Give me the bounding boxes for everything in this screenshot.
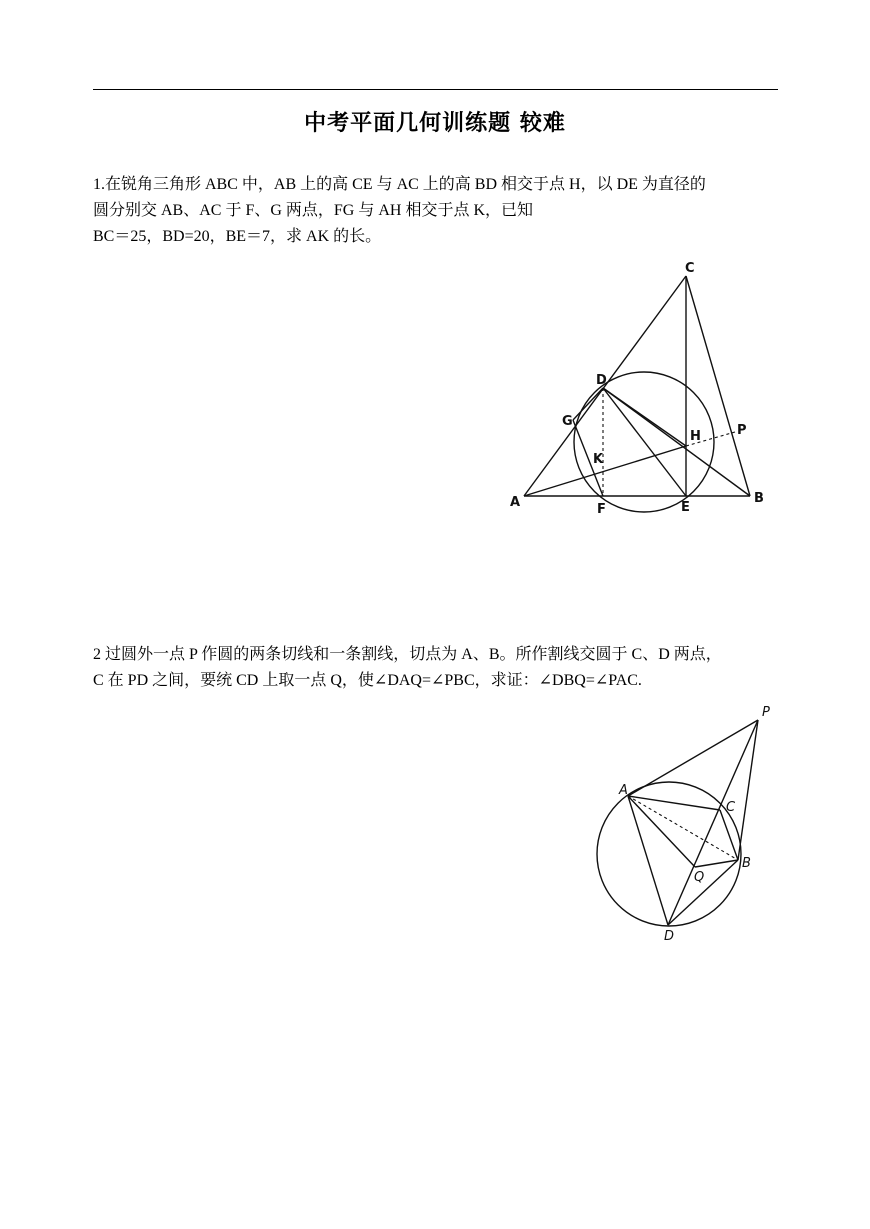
problem-1-line-3: BC＝25，BD=20，BE＝7，求 AK 的长。 bbox=[93, 228, 382, 245]
label-d: D bbox=[596, 373, 607, 388]
label-p: P bbox=[737, 423, 747, 438]
problem-1-line-2: 圆分别交 AB、AC 于 F、G 两点，FG 与 AH 相交于点 K，已知 bbox=[93, 202, 534, 219]
label-d: D bbox=[664, 929, 675, 944]
problem-1-figure bbox=[500, 258, 780, 523]
label-b: B bbox=[742, 856, 751, 871]
problem-2-line-1: 2 过圆外一点 P 作圆的两条切线和一条割线，切点为 A、B。所作割线交圆于 C、D 两点， bbox=[93, 646, 722, 663]
label-q: Q bbox=[694, 870, 705, 885]
tangent-secant-diagram bbox=[590, 700, 780, 950]
problem-2-line-2: C 在 PD 之间，要统 CD 上取一点 Q，使∠DAQ=∠PBC，求证：∠DBQ=∠PAC. bbox=[93, 672, 642, 689]
problem-1-line-1: 1.在锐角三角形 ABC 中，AB 上的高 CE 与 AC 上的高 BD 相交于点 H，以 DE 为直径的 bbox=[93, 176, 706, 193]
label-g: G bbox=[562, 414, 573, 429]
label-a: A bbox=[510, 495, 521, 510]
label-e: E bbox=[681, 500, 690, 515]
label-f: F bbox=[597, 502, 606, 517]
problem-1-text bbox=[93, 172, 783, 250]
page-title: 中考平面几何训练题 较难 bbox=[304, 111, 566, 136]
label-h: H bbox=[690, 429, 701, 444]
label-k: K bbox=[593, 452, 604, 467]
problem-2-figure bbox=[590, 700, 780, 950]
label-a: A bbox=[619, 783, 628, 798]
triangle-circle-diagram bbox=[500, 258, 780, 523]
problem-2-text bbox=[93, 642, 783, 694]
label-b: B bbox=[754, 491, 764, 506]
label-p: P bbox=[762, 705, 770, 720]
label-c: C bbox=[685, 261, 695, 276]
label-c: C bbox=[726, 800, 736, 815]
header-rule bbox=[93, 89, 778, 90]
